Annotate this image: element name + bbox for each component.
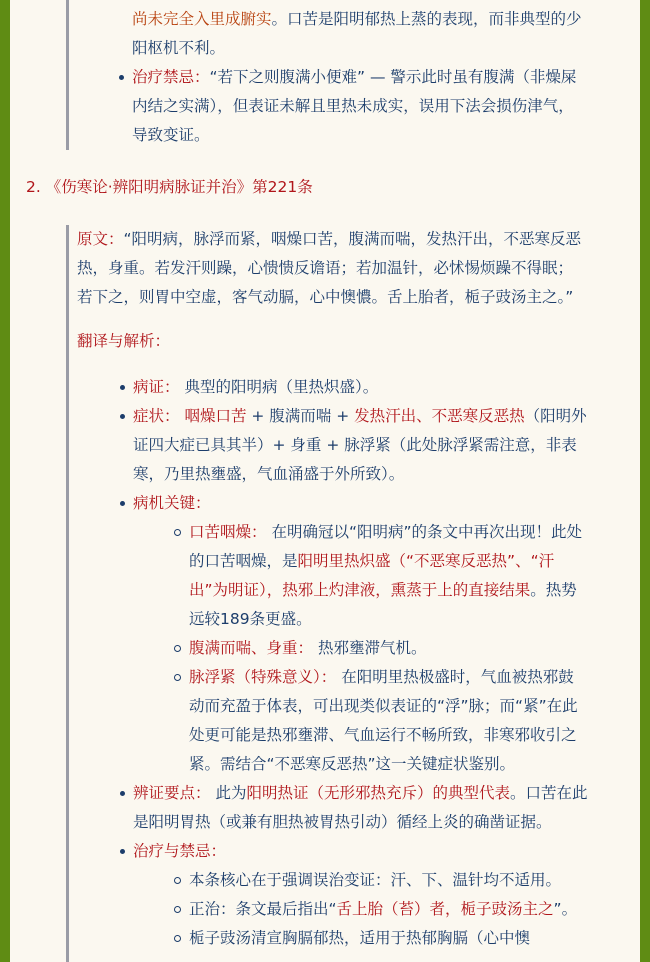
text: + 腹满而喘 + (246, 407, 355, 425)
item-label: 治疗禁忌： (132, 68, 210, 86)
text: 在明确冠以“阳明病”的条文中再次出现！此处的口苦咽燥，是 (189, 523, 583, 570)
original-body: “阳明病，脉浮而紧，咽燥口苦，腹满而喘，发热汗出，不恶寒反恶热，身重。若发汗则躁，心愦愦反谵语；若加温针，必怵惕烦躁不得眠；若下之，则胃中空虚，客气动膈，心中懊憹。舌上胎者，栀子豉汤主之。” (77, 230, 582, 306)
sub-item-correct-treatment (189, 895, 589, 924)
article-189-tail (132, 5, 587, 150)
sub-item-fullness (189, 634, 589, 663)
sub-item-pulse (189, 663, 589, 779)
original-text (77, 225, 587, 312)
left-border (0, 0, 10, 962)
text: 此为 (215, 784, 247, 802)
highlight: 舌上胎（苔）者，栀子豉汤主之 (336, 900, 554, 918)
item-label: 治疗与禁忌： (133, 842, 227, 860)
text: （阳明外证四大症已具其半）+ 身重 + 脉浮紧（此处脉浮紧需注意，非表寒，乃里热壅盛，气血涌盛于外所致）。 (133, 407, 587, 483)
text: 正治：条文最后指出“ (189, 900, 337, 918)
original-label: 原文： (77, 230, 124, 248)
text: 。口苦在此是阳明胃热（或兼有胆热被胃热引动）循经上炎的确凿证据。 (133, 784, 588, 831)
item-label: 症状： (133, 407, 180, 425)
item-label: 病证： (133, 378, 180, 396)
text: ”。 (553, 900, 578, 918)
text: 。热势远较189条更盛。 (189, 581, 577, 628)
section-heading-221: 2. 《伤寒论·辨阳明病脉证并治》第221条 (26, 178, 313, 196)
item-label: 腹满而喘、身重： (189, 639, 314, 657)
sub-item-core: 本条核心在于强调误治变证：汗、下、温针均不适用。 (189, 866, 589, 895)
highlight: 阳明热证（无形邪热充斥）的典型代表 (246, 784, 510, 802)
text: 在阳明里热极盛时，气血被热邪鼓动而充盈于体表，可出现类似表证的“浮”脉；而“紧”在此处更可能是热邪壅滞、气血运行不畅所致，非寒邪收引之紧。需结合“不恶寒反恶热”这一关键症状鉴别。 (189, 668, 578, 773)
item-text: 典型的阳明病（里热炽盛）。 (184, 378, 379, 396)
list-item-symptoms (133, 402, 588, 489)
text: 。口苦是阳明郁热上蒸的表现，而非典型的少阳枢机不利。 (132, 10, 582, 57)
list-item-treatment-taboo (132, 63, 587, 150)
highlight: 发热汗出、不恶寒反恶热 (354, 407, 525, 425)
analysis-title: 翻译与解析： (77, 332, 171, 350)
sub-item-bitter-dry (189, 518, 589, 634)
continuation-text (132, 5, 587, 63)
highlight: 咽燥口苦 (184, 407, 247, 425)
sub-item-formula: 栀子豉汤清宣胸膈郁热，适用于热郁胸膈（心中懊 (189, 924, 589, 953)
list-item-treatment (133, 837, 588, 953)
highlight: 阳明里热炽盛（“不恶寒反恶热”、“汗出”为明证），热邪上灼津液，熏蒸于上的直接结果 (189, 552, 555, 599)
item-label: 口苦咽燥： (189, 523, 267, 541)
list-item-disease (133, 373, 588, 402)
list-item-mechanism (133, 489, 588, 779)
text: 热邪壅滞气机。 (317, 639, 427, 657)
list-item-diagnosis (133, 779, 588, 837)
blockquote-221 (66, 225, 607, 962)
item-label: 病机关键： (133, 494, 211, 512)
item-label: 辨证要点： (133, 784, 211, 802)
item-label: 脉浮紧（特殊意义）： (189, 668, 337, 686)
right-border (640, 0, 650, 962)
item-text: “若下之则腹满小便难” — 警示此时虽有腹满（非燥屎内结之实满），但表证未解且里热未成实，误用下法会损伤津气，导致变证。 (132, 68, 577, 144)
highlight: 尚未完全入里成腑实 (132, 10, 272, 28)
